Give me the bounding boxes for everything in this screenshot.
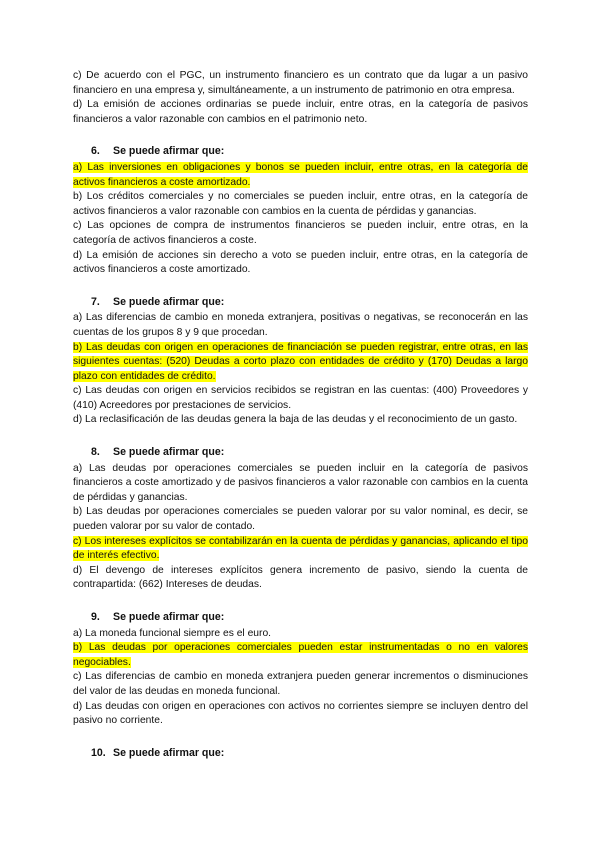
question-heading: 6. Se puede afirmar que: — [91, 145, 225, 158]
answer-option: d) El devengo de intereses explícitos genera incremento de pasivo, siendo la cuenta de contrapartida: (662) Intereses de deudas. — [73, 564, 528, 591]
answer-option: d) La reclasificación de las deudas genera la baja de las deudas y el reconocimiento de un gasto. — [73, 414, 518, 426]
intro-option: c) De acuerdo con el PGC, un instrumento financiero es un contrato que da lugar a un pasivo financiero en una empresa y, simultáneamente, a un instrumento de patrimonio en otra empresa. — [73, 70, 528, 96]
question-heading: 8. Se puede afirmar que: — [91, 446, 225, 459]
intro-option: d) La emisión de acciones ordinarias se puede incluir, entre otras, en la categoría de pasivos financieros a valor razonable con cambios en el patrimonio neto. — [73, 99, 528, 125]
answer-option: b) Las deudas por operaciones comerciales pueden estar instrumentadas o no en valores negociables. — [73, 642, 528, 668]
answer-option: a) Las diferencias de cambio en moneda extranjera, positivas o negativas, se reconocerán en las cuentas de los grupos 8 y 9 que procedan. — [73, 312, 528, 338]
question-9 — [73, 610, 528, 729]
answer-option: c) Las deudas con origen en servicios recibidos se registran en las cuentas: (400) Proveedores y (410) Acreedores por prestaciones de servicios. — [73, 385, 528, 411]
answer-option: a) La moneda funcional siempre es el euro. — [73, 627, 272, 639]
answer-option: b) Los créditos comerciales y no comerciales se pueden incluir, entre otras, en la categoría de activos financieros a valor razonable con cambios en la cuenta de pérdidas y ganancias. — [73, 191, 528, 217]
answer-option: b) Las deudas con origen en operaciones de financiación se pueden registrar, entre otras, en las siguientes cuentas: (520) Deudas a corto plazo con entidades de crédito y (170) Deudas a largo plazo con entidades de crédito. — [73, 341, 528, 382]
answer-option: d) Las deudas con origen en operaciones con activos no corrientes siempre se incluyen dentro del pasivo no corriente. — [73, 700, 528, 727]
question-8 — [73, 445, 528, 593]
question-heading: 10. Se puede afirmar que: — [91, 746, 225, 759]
answer-option: a) Las deudas por operaciones comerciales se pueden incluir en la categoría de pasivos financieros a coste amortizado y de pasivos financieros a valor razonable con cambios en la cuenta de pérdidas y ganancias. — [73, 462, 528, 503]
answer-option: c) Las opciones de compra de instrumentos financieros se pueden incluir, entre otras, en la categoría de activos financieros a coste. — [73, 220, 528, 246]
question-7 — [73, 295, 528, 428]
question-heading: 7. Se puede afirmar que: — [91, 295, 225, 308]
question-heading: 9. Se puede afirmar que: — [91, 611, 225, 623]
answer-option: c) Los intereses explícitos se contabilizarán en la cuenta de pérdidas y ganancias, aplicando el tipo de interés efectivo. — [73, 535, 528, 562]
answer-option: d) La emisión de acciones sin derecho a voto se pueden incluir, entre otras, en la categoría de activos financieros a coste amortizado. — [73, 249, 528, 276]
answer-option: a) Las inversiones en obligaciones y bonos se pueden incluir, entre otras, en la categoría de activos financieros a coste amortizado. — [73, 161, 528, 188]
answer-option: b) Las deudas por operaciones comerciales se pueden valorar por su valor nominal, es decir, se pueden valorar por su valor de contado. — [73, 506, 528, 533]
answer-option: c) Las diferencias de cambio en moneda extranjera pueden generar incrementos o disminuciones del valor de las deudas en moneda funcional. — [73, 671, 528, 697]
question-10 — [73, 746, 528, 761]
question-6 — [73, 144, 528, 277]
intro-options — [73, 69, 528, 127]
